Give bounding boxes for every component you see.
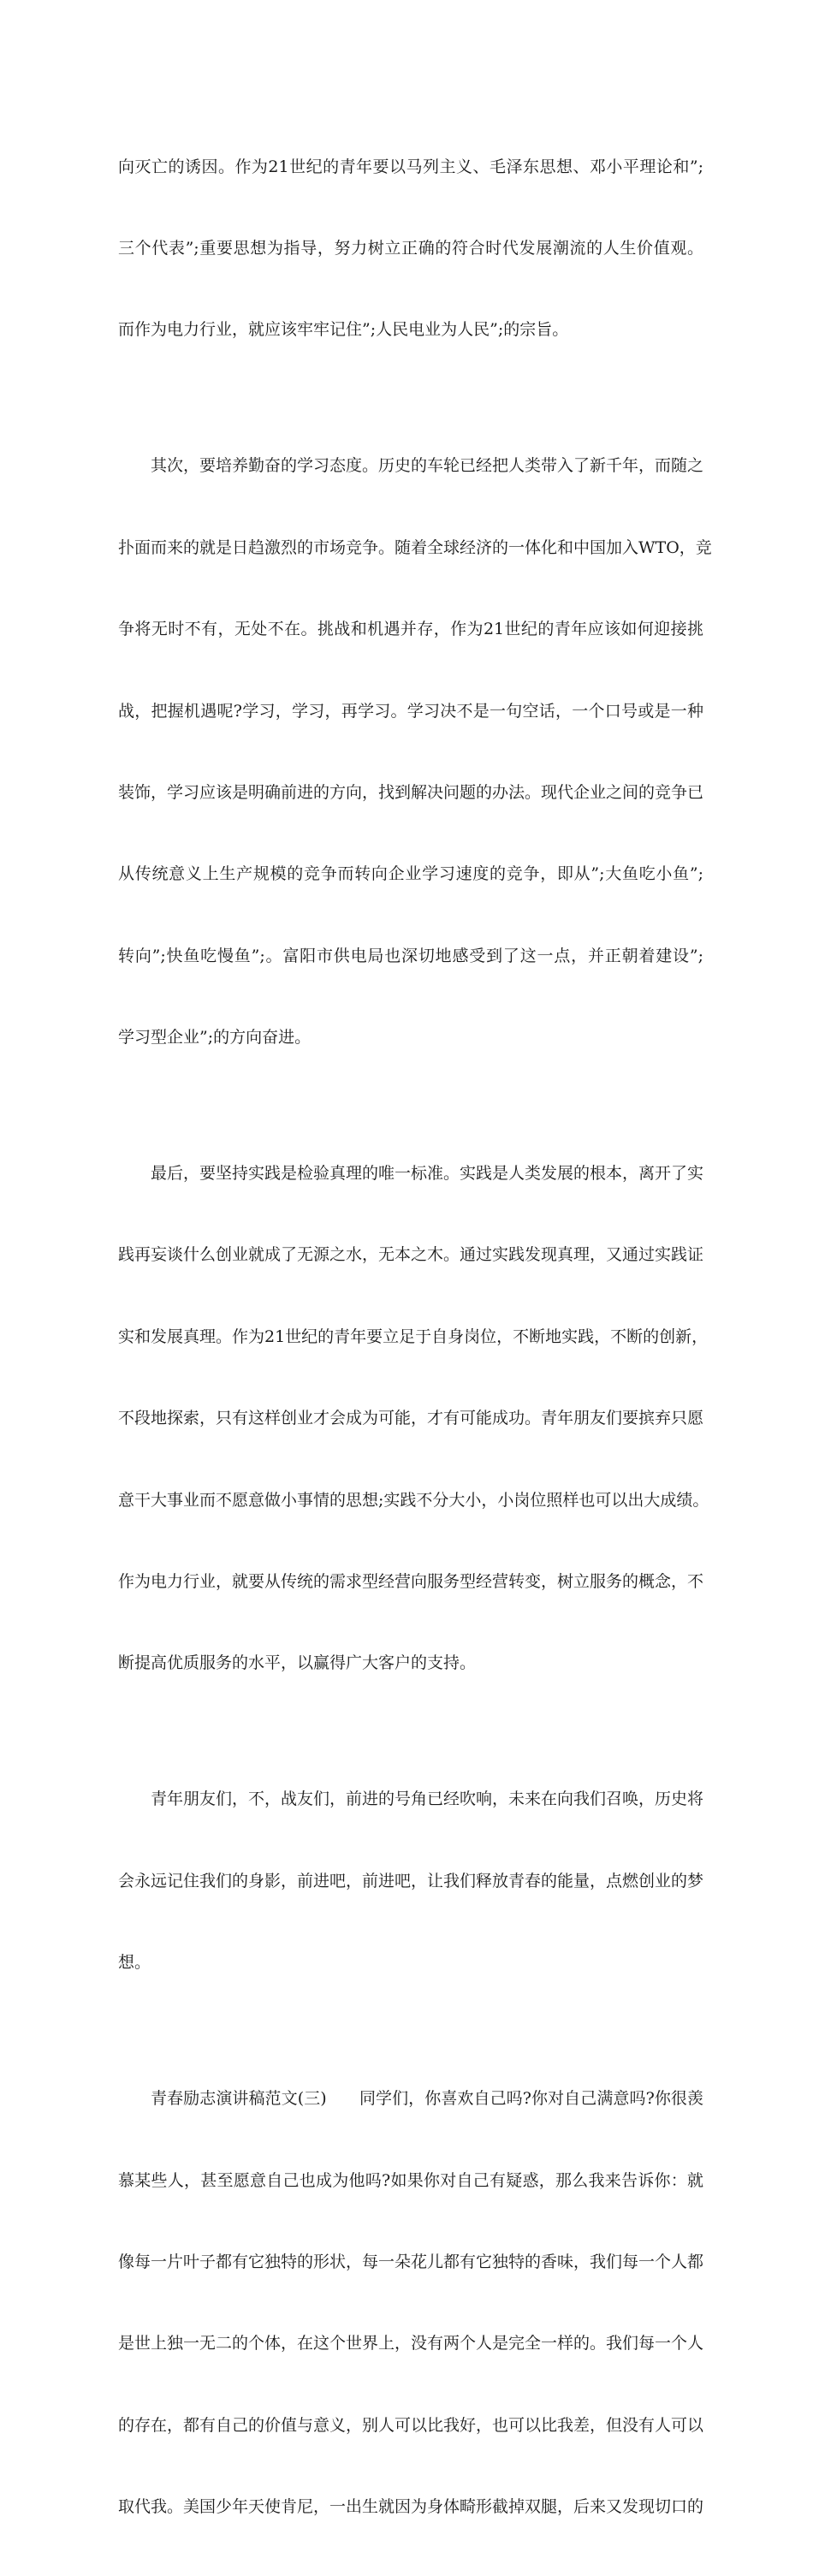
paragraph-line: 最后，要坚持实践是检验真理的唯一标准。实践是人类发展的根本，离开了实 [151,1164,704,1184]
paragraph-line: 慕某些人，甚至愿意自己也成为他吗?如果你对自己有疑惑，那么我来告诉你：就 [118,2170,703,2190]
paragraph-line: 想。 [118,1953,151,1973]
paragraph-line: 意干大事业而不愿意做小事情的思想;实践不分大小，小岗位照样也可以出大成绩。 [118,1490,709,1510]
paragraph-line: 转向”;快鱼吃慢鱼”;。富阳市供电局也深切地感受到了这一点，并正朝着建设”; [118,946,703,965]
paragraph-line: 青春励志演讲稿范文(三) 同学们，你喜欢自己吗?你对自己满意吗?你很羡 [151,2089,703,2109]
paragraph-1 [118,99,703,399]
paragraph-line: 从传统意义上生产规模的竞争而转向企业学习速度的竞争，即从”;大鱼吃小鱼”; [118,864,703,884]
paragraph-line: 会永远记住我们的身影，前进吧，前进吧，让我们释放青春的能量，点燃创业的梦 [118,1871,704,1890]
paragraph-line: 实和发展真理。作为21世纪的青年要立足于自身岗位，不断地实践，不断的创新， [118,1327,709,1346]
paragraph-line: 向灭亡的诱因。作为21世纪的青年要以马列主义、毛泽东思想、邓小平理论和”; [118,157,703,176]
paragraph-line: 三个代表”;重要思想为指导，努力树立正确的符合时代发展潮流的人生价值观。 [118,238,703,258]
paragraph-line: 学习型企业”;的方向奋进。 [118,1028,312,1048]
paragraph-line: 装饰，学习应该是明确前进的方向，找到解决问题的办法。现代企业之间的竞争已 [118,782,704,802]
paragraph-line: 而作为电力行业，就应该牢牢记住”;人民电业为人民”;的宗旨。 [118,320,569,340]
paragraph-4 [118,1732,703,2032]
paragraph-line: 取代我。美国少年天使肯尼，一出生就因为身体畸形截掉双腿，后来又发现切口的 [118,2497,704,2517]
document-body [118,99,712,2576]
paragraph-line: 争将无时不有，无处不在。挑战和机遇并存，作为21世纪的青年应该如何迎接挑 [118,620,703,639]
paragraph-5 [118,2032,703,2576]
paragraph-line: 是世上独一无二的个体，在这个世界上，没有两个人是完全一样的。我们每一个人 [118,2334,704,2353]
paragraph-line: 断提高优质服务的水平，以赢得广大客户的支持。 [118,1653,477,1673]
paragraph-line: 不段地探索，只有这样创业才会成为可能，才有可能成功。青年朋友们要摈弃只愿 [118,1409,704,1428]
paragraph-line: 像每一片叶子都有它独特的形状，每一朵花儿都有它独特的香味，我们每一个人都 [118,2252,704,2271]
paragraph-line: 战，把握机遇呢?学习，学习，再学习。学习决不是一句空话，一个口号或是一种 [118,701,703,721]
paragraph-line: 青年朋友们，不，战友们，前进的号角已经吹响，未来在向我们召唤，历史将 [151,1790,704,1809]
paragraph-3 [118,1106,709,1731]
paragraph-line: 的存在，都有自己的价值与意义，别人可以比我好，也可以比我差，但没有人可以 [118,2415,704,2435]
paragraph-2 [118,399,712,1107]
paragraph-line: 践再妄谈什么创业就成了无源之水，无本之木。通过实践发现真理，又通过实践证 [118,1245,704,1265]
paragraph-line: 扑面而来的就是日趋激烈的市场竞争。随着全球经济的一体化和中国加入WTO，竞 [118,537,712,557]
paragraph-line: 作为电力行业，就要从传统的需求型经营向服务型经营转变，树立服务的概念，不 [118,1572,704,1592]
paragraph-line: 其次，要培养勤奋的学习态度。历史的车轮已经把人类带入了新千年，而随之 [151,456,704,476]
